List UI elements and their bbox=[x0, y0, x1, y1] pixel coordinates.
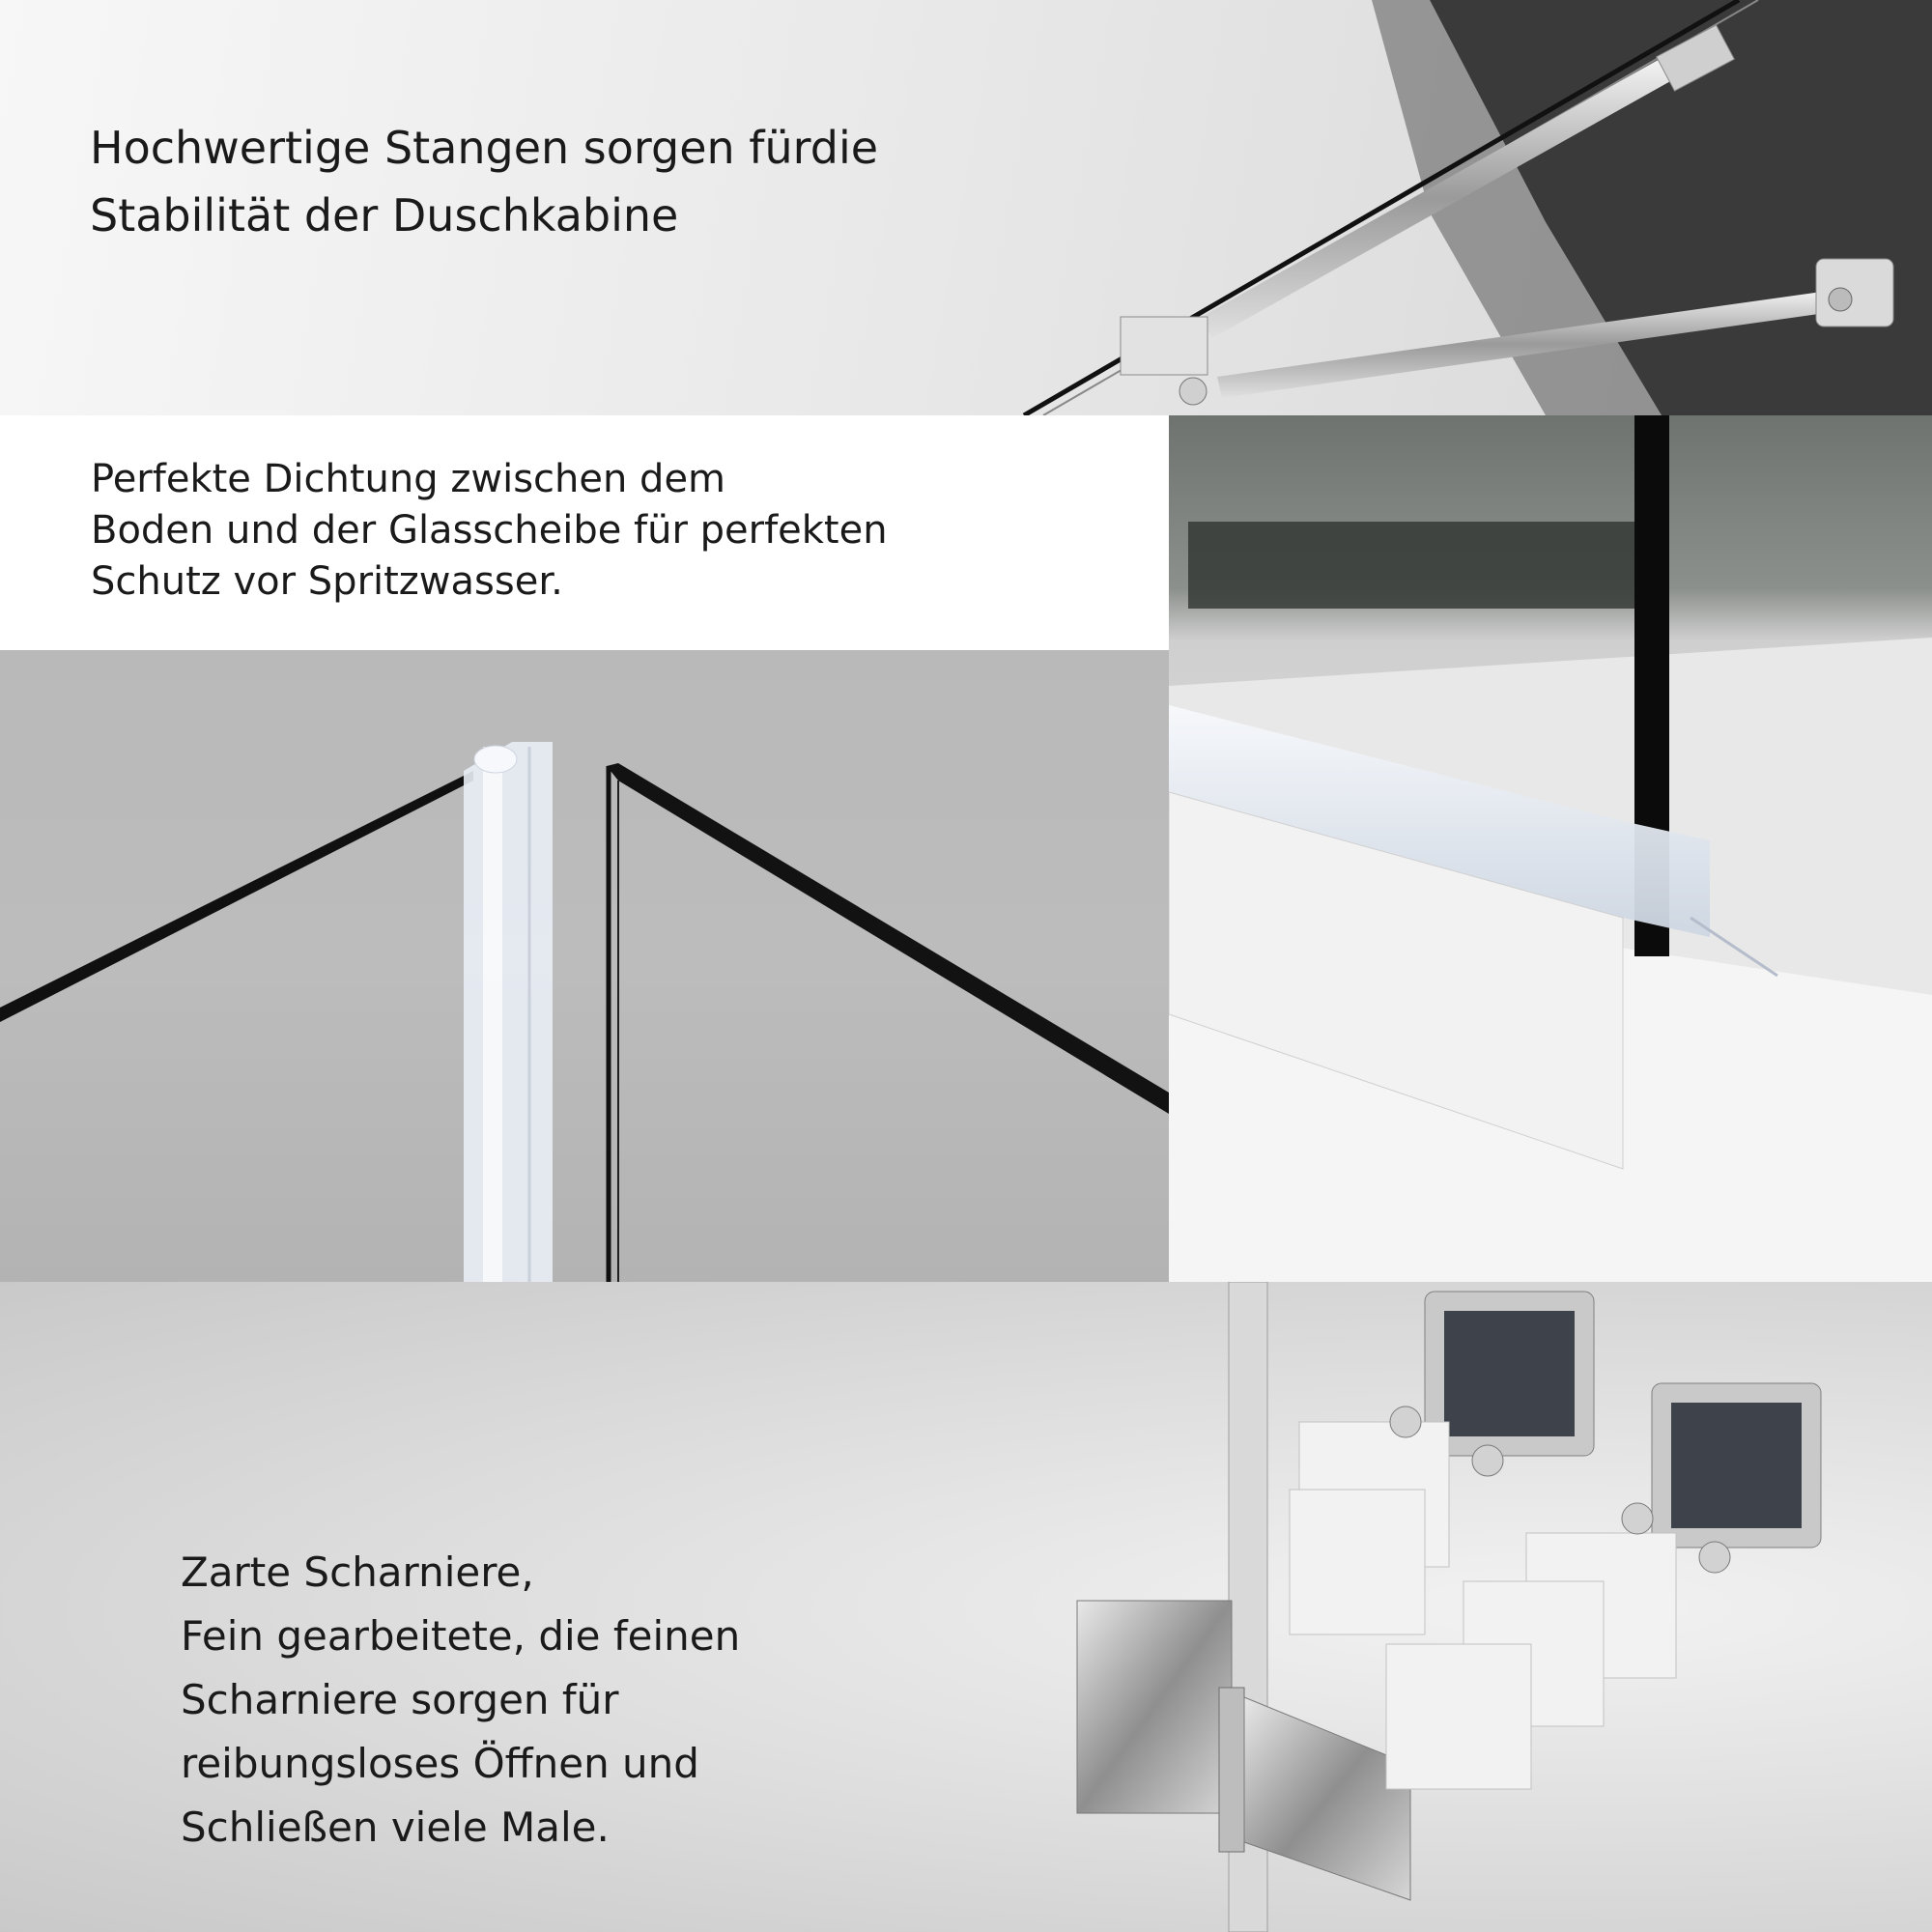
seal-caption bbox=[91, 454, 888, 608]
stabilizer-bar-section bbox=[0, 0, 1932, 415]
hinge-caption-line-2: Fein gearbeitete, die feinen bbox=[181, 1612, 741, 1660]
cover-plate-1 bbox=[1425, 1292, 1594, 1456]
hinge-caption-line-1: Zarte Scharniere, bbox=[181, 1548, 534, 1596]
hinge-section bbox=[0, 1282, 1932, 1932]
cover-plate-2 bbox=[1652, 1383, 1821, 1548]
bottom-seal-section bbox=[1169, 415, 1932, 1282]
right-glass-pane bbox=[607, 763, 1169, 1114]
seal-profile bbox=[464, 742, 553, 1282]
glass-clamp bbox=[1121, 317, 1208, 375]
seal-caption-line-1: Perfekte Dichtung zwischen dem bbox=[91, 457, 726, 501]
wall-bracket bbox=[1816, 259, 1893, 327]
hinge-caption-line-3: Scharniere sorgen für bbox=[181, 1676, 619, 1723]
bottom-seal-illustration bbox=[1169, 415, 1932, 1282]
seal-caption-band bbox=[0, 415, 1169, 650]
hinge-caption-line-5: Schließen viele Male. bbox=[181, 1804, 610, 1851]
stabilizer-caption-line-2: Stabilität der Duschkabine bbox=[90, 189, 679, 242]
hinge-plate-left bbox=[1077, 1601, 1232, 1813]
vertical-seal-section bbox=[0, 650, 1169, 1282]
screw bbox=[1179, 378, 1207, 405]
seal-caption-line-3: Schutz vor Spritzwasser. bbox=[91, 559, 563, 604]
stabilizer-bar-illustration bbox=[0, 0, 1932, 415]
gasket-pads bbox=[1290, 1422, 1676, 1789]
hinge-illustration bbox=[0, 1282, 1932, 1932]
hinge-caption-line-4: reibungsloses Öffnen und bbox=[181, 1740, 699, 1787]
hinge-barrel bbox=[1219, 1688, 1244, 1852]
vertical-seal-illustration bbox=[0, 650, 1169, 1282]
left-glass-pane bbox=[0, 771, 473, 1022]
background-window bbox=[1188, 522, 1642, 609]
stabilizer-caption-line-1: Hochwertige Stangen sorgen fürdie bbox=[90, 122, 879, 174]
hinge-plate-right bbox=[1244, 1697, 1410, 1900]
seal-caption-line-2: Boden und der Glasscheibe für perfekten bbox=[91, 508, 888, 553]
